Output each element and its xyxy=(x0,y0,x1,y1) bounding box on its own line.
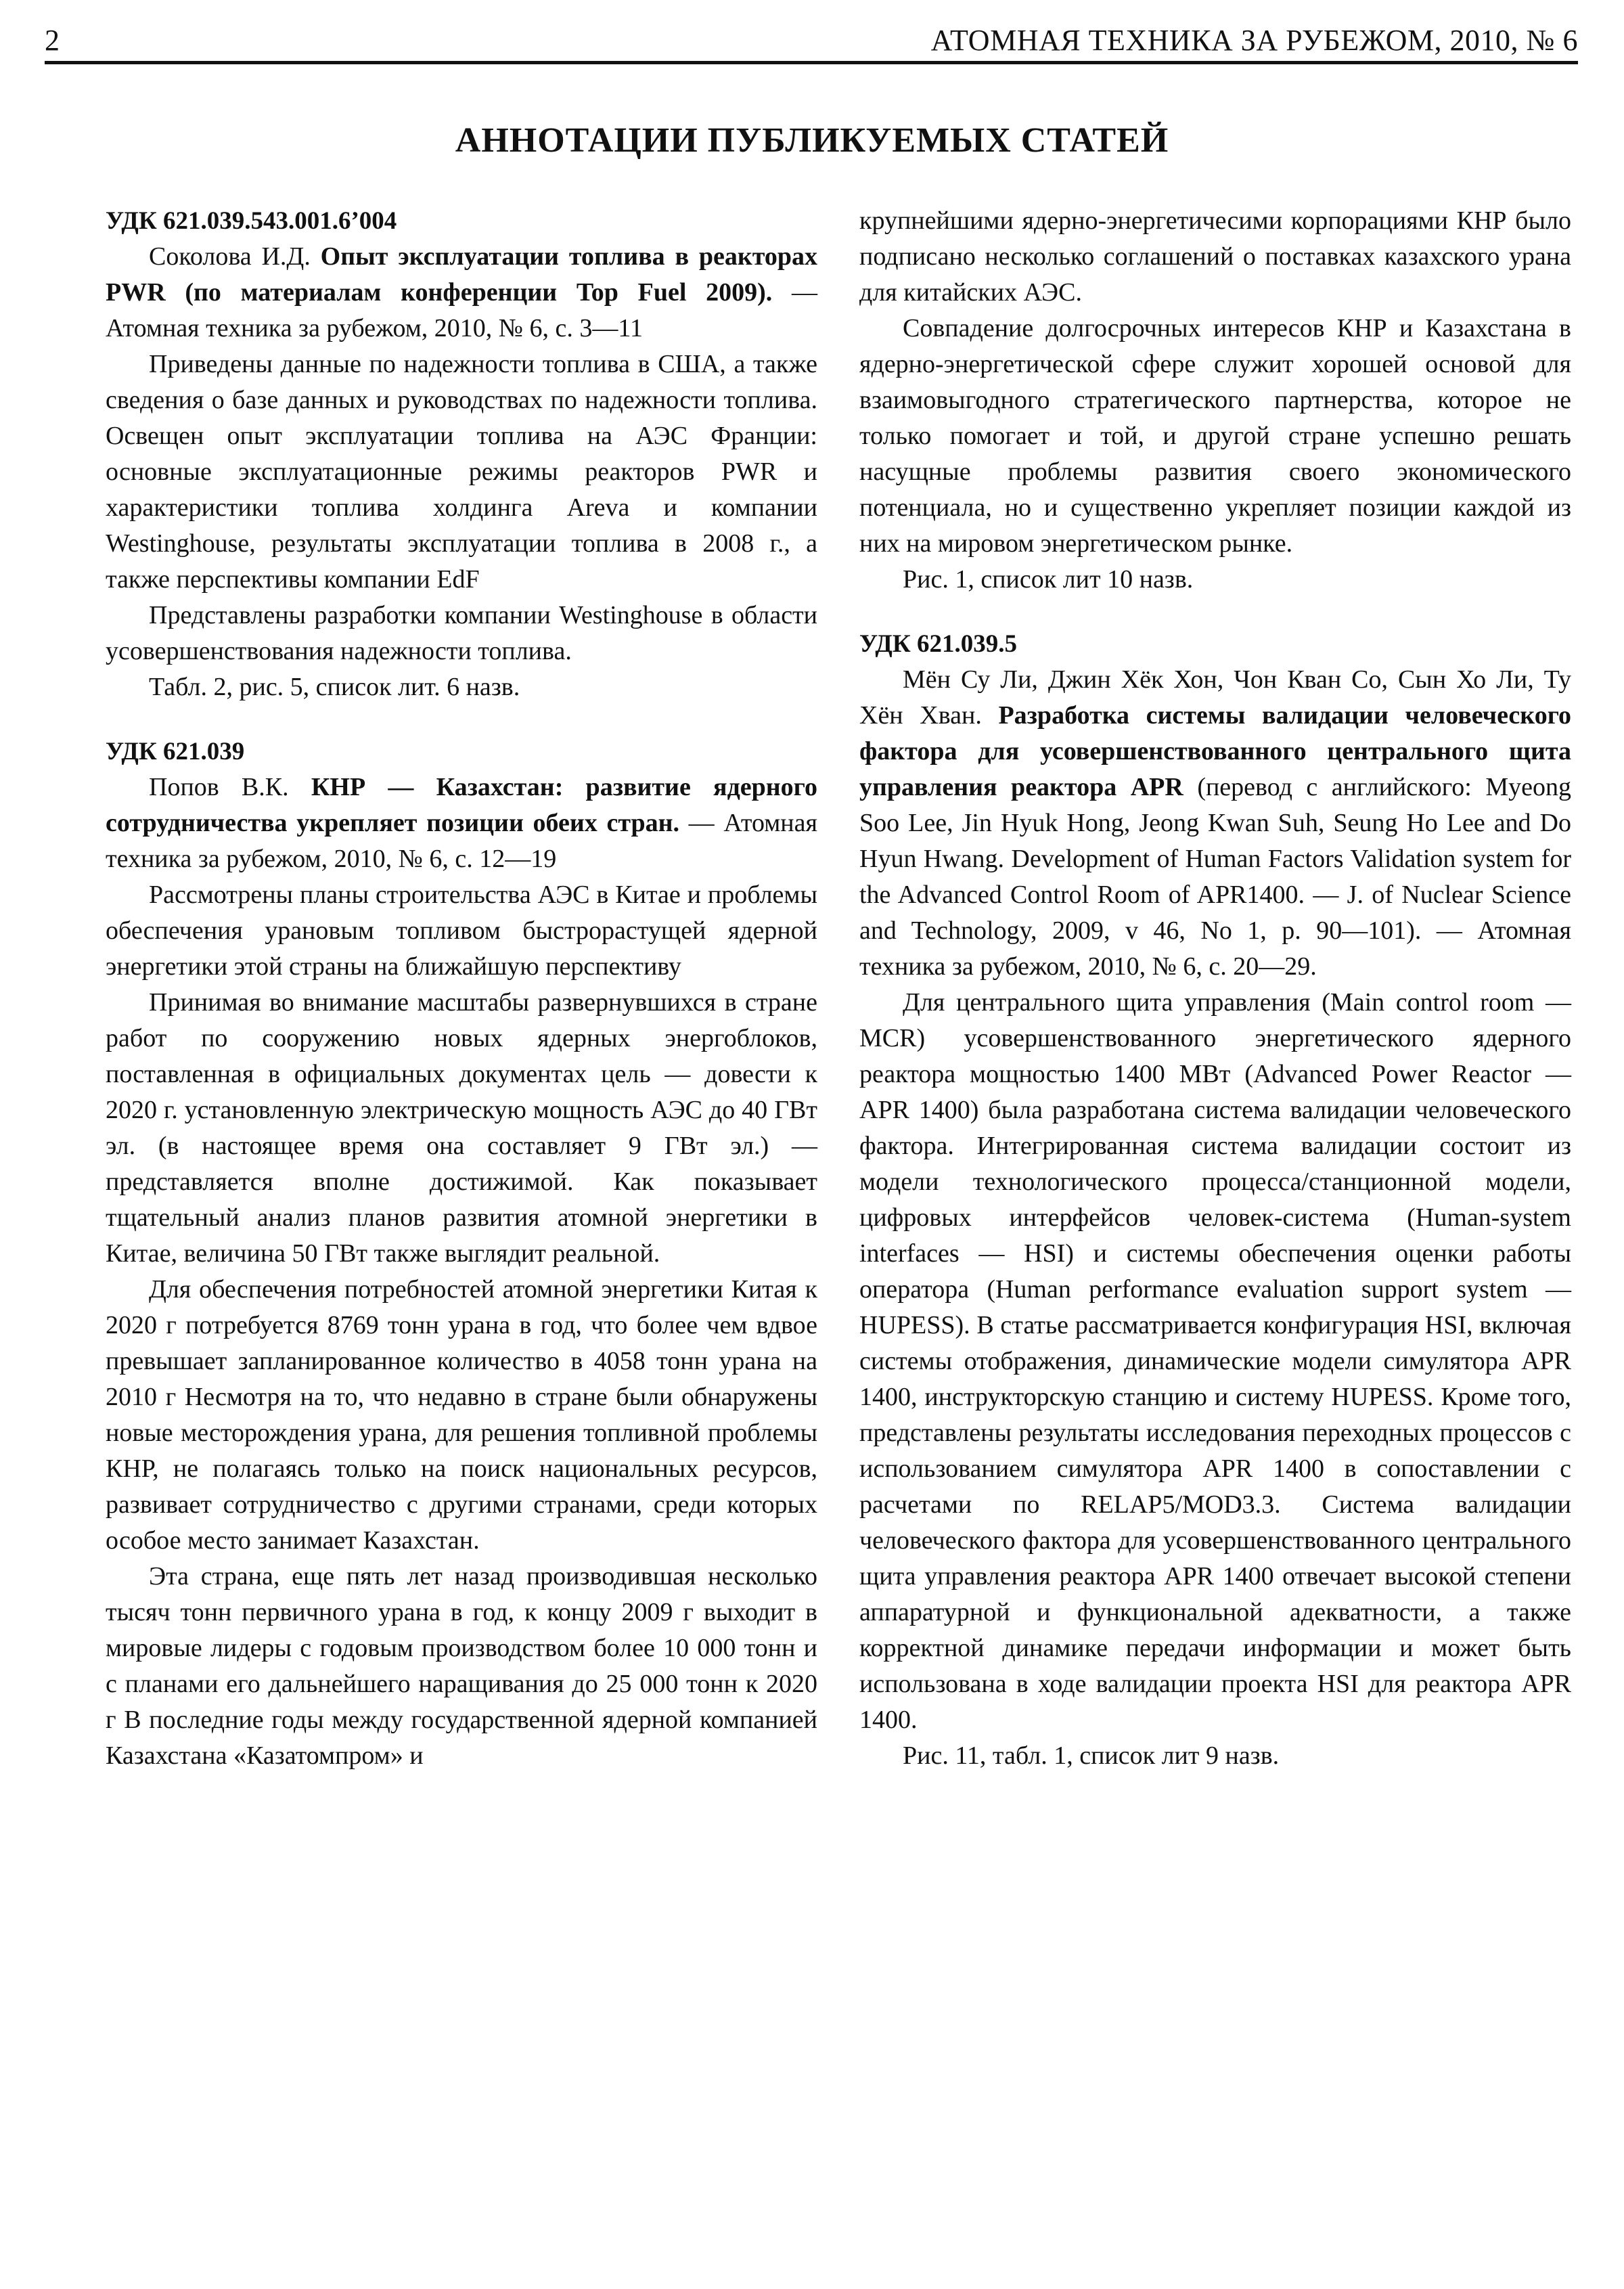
article-paragraph: крупнейшими ядерно-энергетичесими корпорациями КНР было подписано несколько соглашений о поставках казахского урана для китайских АЭС. xyxy=(859,206,1571,307)
article-2 xyxy=(106,734,817,1774)
article-author: Попов В.К. xyxy=(149,773,289,801)
article-3 xyxy=(859,626,1571,1774)
article-2-continued xyxy=(859,203,1571,598)
article-paragraph: Приведены данные по надежности топлива в США, а также сведения о базе данных и руководствах по надежности топлива. Освещен опыт эксплуатации топлива на АЭС Франции: основные эксплуатационные режимы реакторов PWR и характеристики топлива холдинга Areva и компании Westinghouse, результаты эксплуатации топлива в 2008 г., а также перспективы компании EdF xyxy=(106,350,817,594)
article-author: Мён Су Ли, Джин Хёк Хон, Чон Кван Со, Сын Хо Ли, Ту Хён Хван. xyxy=(859,665,1571,730)
running-header xyxy=(45,20,1578,64)
article-source: (перевод с английского: Myeong Soo Lee, Jin Hyuk Hong, Jeong Kwan Suh, Seung Ho Lee and Do Hyun Hwang. Development of Human Factors Validation system for the Advanced Control Room of APR1400. — J. of Nuclear Science and Technology, 2009, v 46, No 1, p. 90—101). — Атомная техника за рубежом, 2010, № 6, с. 20—29. xyxy=(859,773,1571,981)
header-rule xyxy=(45,61,1578,64)
right-column xyxy=(859,203,1571,1774)
article-refs: Рис. 1, список лит 10 назв. xyxy=(903,565,1194,594)
left-column xyxy=(106,203,817,1774)
article-udk: УДК 621.039.5 xyxy=(859,630,1017,658)
article-refs: Табл. 2, рис. 5, список лит. 6 назв. xyxy=(149,673,520,701)
article-paragraph: Рассмотрены планы строительства АЭС в Китае и проблемы обеспечения урановым топливом быстрорастущей ядерной энергетики этой страны на ближайшую перспективу xyxy=(106,881,817,981)
article-udk: УДК 621.039.543.001.6’004 xyxy=(106,207,397,235)
article-paragraph: Совпадение долгосрочных интересов КНР и Казахстана в ядерно-энергетической сфере служит хорошей основой для взаимовыгодного стратегического партнерства, которое не только помогает и той, и другой стране успешно решать насущные проблемы развития своего экономического потенциала, но и существенно укрепляет позиции каждой из них на мировом энергетическом рынке. xyxy=(859,314,1571,558)
article-title: Опыт эксплуатации топлива в реакторах PWR (по материалам конференции Top Fuel 2009). xyxy=(106,242,818,307)
page-title: АННОТАЦИИ ПУБЛИКУЕМЫХ СТАТЕЙ xyxy=(455,121,1169,160)
article-paragraph: Эта страна, еще пять лет назад производившая несколько тысяч тонн первичного урана в год, к концу 2009 г выходит в мировые лидеры с годовым производством более 10 000 тонн и с планами его дальнейшего наращивания до 25 000 тонн к 2020 г В последние годы между государственной ядерной компанией Казахстана «Казатомпром» и xyxy=(106,1562,817,1770)
article-source: — Атомная техника за рубежом, 2010, № 6, с. 12—19 xyxy=(106,809,817,873)
article-udk: УДК 621.039 xyxy=(106,738,245,765)
article-paragraph: Для обеспечения потребностей атомной энергетики Китая к 2020 г потребуется 8769 тонн урана в год, что более чем вдвое превышает запланированное количество в 4058 тонн урана на 2010 г Несмотря на то, что недавно в стране были обнаружены новые месторождения урана, для решения топливной проблемы КНР, не полагаясь только на поиск национальных ресурсов, развивает сотрудничество с другими странами, среди которых особое место занимает Казахстан. xyxy=(106,1275,817,1555)
article-title: КНР — Казахстан: развитие ядерного сотрудничества укрепляет позиции обеих стран. xyxy=(106,773,817,837)
article-citation xyxy=(106,239,817,347)
article-citation xyxy=(106,770,817,877)
article-author: Соколова И.Д. xyxy=(149,242,311,271)
article-paragraph: Представлены разработки компании Westinghouse в области усовершенствования надежности топлива. xyxy=(106,601,817,665)
journal-title: АТОМНАЯ ТЕХНИКА ЗА РУБЕЖОМ, 2010, № 6 xyxy=(930,24,1578,57)
article-citation xyxy=(859,662,1571,985)
page-number: 2 xyxy=(45,24,60,57)
article-1 xyxy=(106,203,817,705)
article-refs: Рис. 11, табл. 1, список лит 9 назв. xyxy=(903,1741,1280,1770)
article-paragraph: Принимая во внимание масштабы развернувшихся в стране работ по сооружению новых ядерных энергоблоков, поставленная в официальных документах цель — довести к 2020 г. установленную электрическую мощность АЭС до 40 ГВт эл. (в настоящее время она составляет 9 ГВт эл.) — представляется вполне достижимой. Как показывает тщательный анализ планов развития атомной энергетики в Китае, величина 50 ГВт также выглядит реальной. xyxy=(106,988,817,1268)
article-source: — Атомная техника за рубежом, 2010, № 6, с. 3—11 xyxy=(106,278,817,342)
article-title: Разработка системы валидации человеческого фактора для усовершенствованного центрального щита управления реактора APR xyxy=(859,701,1572,801)
article-paragraph: Для центрального щита управления (Main control room — MCR) усовершенствованного энергетического ядерного реактора мощностью 1400 МВт (Advanced Power Reactor — APR 1400) была разработана система валидации человеческого фактора. Интегрированная система валидации состоит из модели технологического процесса/станционной модели, цифровых интерфейсов человек-система (Human-system interfaces — HSI) и системы обеспечения оценки работы оператора (Human performance evaluation support system — HUPESS). В статье рассматривается конфигурация HSI, включая системы отображения, динамические модели симулятора APR 1400, инструкторскую станцию и систему HUPESS. Кроме того, представлены результаты исследования переходных процессов с использованием симулятора APR 1400 в сопоставлении с расчетами по RELAP5/MOD3.3. Система валидации человеческого фактора для усовершенствованного центрального щита управления реактора APR 1400 отвечает высокой степени аппаратурной и функциональной адекватности, а также корректной динамике передачи информации и может быть использована в ходе валидации проекта HSI для реактора APR 1400. xyxy=(859,988,1571,1734)
